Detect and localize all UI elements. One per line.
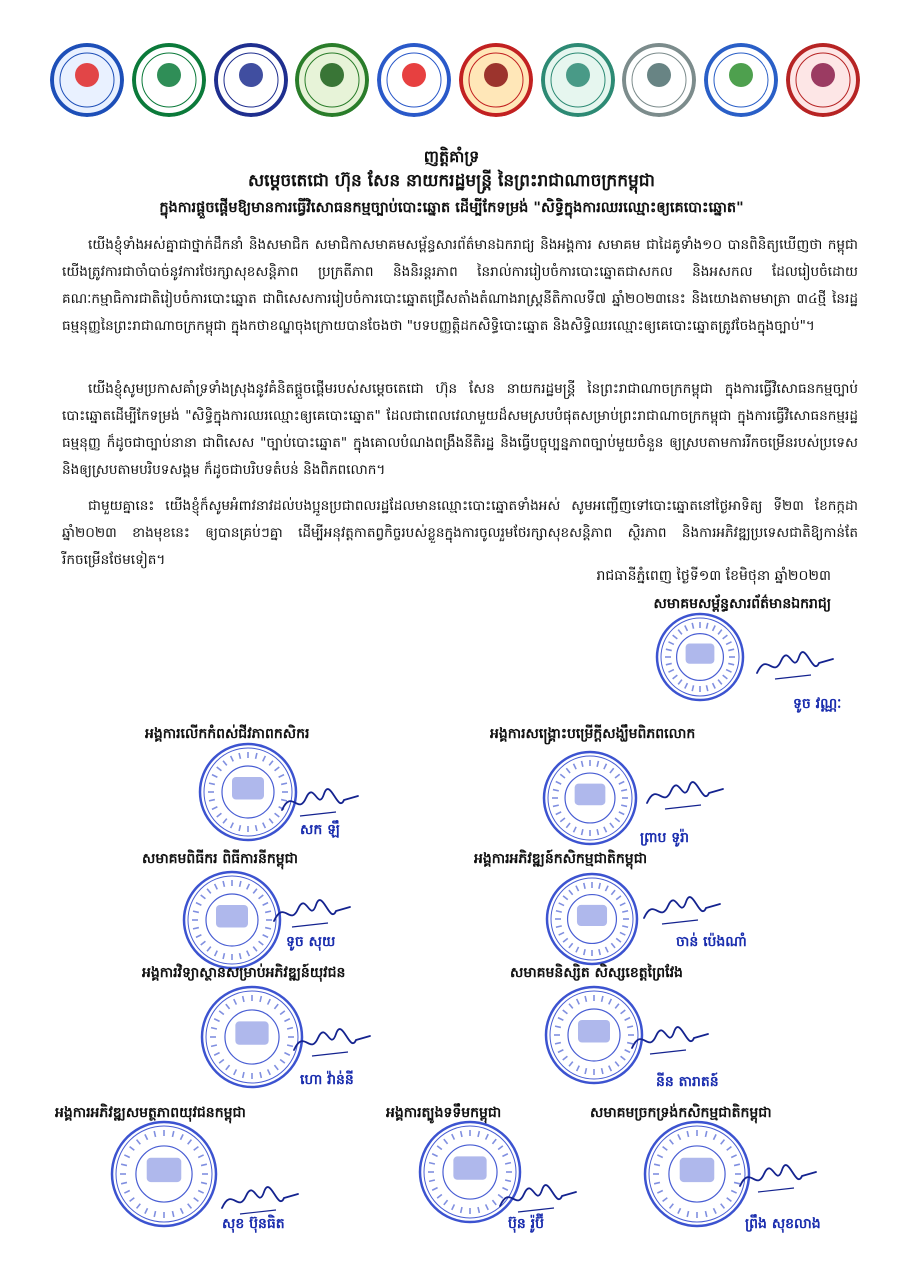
handwritten-signature <box>292 1022 372 1066</box>
signatory-name: ហោ វ៉ាន់នី <box>300 1072 354 1088</box>
signatory-org: សមាគមពិធីករ ពិធីការនីកម្ពុជា <box>142 851 298 867</box>
signatory-name: ប៊ុន រ៉ូប៊ី <box>508 1216 544 1232</box>
official-stamp <box>643 1120 751 1228</box>
paragraph-1-text: យើងខ្ញុំទាំងអស់គ្នាជាថ្នាក់ដឹកនាំ និងសមាជិក សមាជិកាសមាគមសម្ព័ន្ធសារព័ត៌មានឯករាជ្យ និងអង្គការ សមាគម ជាដៃគូទាំង១០ បានពិនិត្យឃើញថា កម្ពុជាយើងត្រូវការជាចាំបាច់នូវការថែរក្សាសុខសន្តិភាព ប្រក្រតីភាព និងនិរន្តរភាព នៃរាល់ការរៀបចំការបោះឆ្នោតជាសកល និងអសកល ដែលរៀបចំដោយគណៈកម្មាធិការជាតិរៀបចំការបោះឆ្នោត ជាពិសេសការរៀបចំការបោះឆ្នោតជ្រើសតាំងតំណាងរាស្ត្រនីតិកាលទី៧ ឆ្នាំ២០២៣នេះ និងយោងតាមមាត្រា ៣៤ថ្មី នៃរដ្ឋធម្មនុញ្ញនៃព្រះរាជាណាចក្រកម្ពុជា ក្នុងកថាខណ្ឌចុងក្រោយបានចែងថា "បទបញ្ញត្តិដកសិទ្ធិបោះឆ្នោត និងសិទ្ធិឈរឈ្មោះឲ្យគេបោះឆ្នោតត្រូវចែងក្នុងច្បាប់"។ <box>62 237 858 334</box>
handwritten-signature <box>645 775 725 819</box>
signatory-name: ទូច វណ្ណៈ <box>793 696 842 712</box>
paragraph-1 <box>62 232 858 340</box>
signatory-name: ចាន់ ប៉េងណាំ <box>676 934 747 950</box>
signatory-name: នីន តារាតន៍ <box>656 1074 719 1090</box>
signatory-name: ព្រាប ទូរ៉ា <box>640 830 690 846</box>
signatory-name: ព្រឹង សុខលាង <box>745 1216 821 1232</box>
signatory-org: អង្គការត្បូងទទឹមកម្ពុជា <box>386 1105 502 1121</box>
daycc-logo <box>704 43 778 117</box>
signatory-org: សមាគមនិស្សិត សិស្សខេត្តព្រៃវែង <box>510 965 683 981</box>
official-stamp <box>545 872 639 966</box>
signatory-name: សក ឡឹ <box>300 822 340 838</box>
cpa-logo <box>214 43 288 117</box>
partner-logos-row <box>50 36 860 124</box>
paragraph-3-text: ជាមួយគ្នានេះ យើងខ្ញុំក៏សូមអំពាវនាវដល់បងប្អូនប្រជាពលរដ្ឋដែលមានឈ្មោះបោះឆ្នោតទាំងអស់ សូមអញ្ជើញទៅបោះឆ្នោតនៅថ្ងៃអាទិត្យ ទី២៣ ខែកក្កដា ឆ្នាំ២០២៣ ខាងមុខនេះ ឲ្យបានគ្រប់ៗគ្នា ដើម្បីអនុវត្តកាតព្វកិច្ចរបស់ខ្លួនក្នុងការចូលរួមថែរក្សាសុខសន្តិភាព ស្ថិរភាព និងការអភិវឌ្ឍប្រទេសជាតិឱ្យកាន់តែរីកចម្រើនថែមទៀត។ <box>62 498 858 568</box>
cnad-logo <box>295 43 369 117</box>
signatory-org: អង្គការលើកកំពស់ជីវភាពកសិករ <box>145 726 310 742</box>
handwritten-signature <box>642 890 722 934</box>
official-stamp <box>544 985 644 1085</box>
official-stamp <box>182 870 282 970</box>
issuer-org: សមាគមសម្ព័ន្ធសារព័ត៌មានឯករាជ្យ <box>653 596 831 612</box>
date-line: រាជធានីភ្នំពេញ ថ្ងៃទី១៣ ខែមិថុនា ឆ្នាំ២០២៣ <box>596 568 831 584</box>
handwritten-signature <box>272 893 352 937</box>
signatory-org: អង្គការអភិវឌ្ឍន៍កសិកម្មជាតិកម្ពុជា <box>474 851 648 867</box>
signatory-org: អង្គការវិទ្យាស្ថានសម្រាប់អភិវឌ្ឍន៍យុវជន <box>142 965 346 981</box>
paragraph-2 <box>62 376 858 484</box>
paragraph-3 <box>62 493 858 574</box>
teachers-logo <box>459 43 533 117</box>
signatory-name: ទូច សុយ <box>286 934 336 950</box>
official-stamp <box>542 750 638 846</box>
handwritten-signature <box>738 1158 818 1202</box>
flia-logo <box>132 43 206 117</box>
handwritten-signature <box>630 1020 710 1064</box>
document-title: ញត្តិគាំទ្រ <box>423 147 480 166</box>
official-stamp <box>200 985 304 1089</box>
signatory-org: អង្គការសង្គ្រោះបម្រើក្តីសង្ឃឹមពិភពលោក <box>490 726 696 742</box>
paragraph-2-text: យើងខ្ញុំសូមប្រកាសគាំទ្រទាំងស្រុងនូវគំនិតផ្តួចផ្តើមរបស់សម្តេចតេជោ ហ៊ុន សែន នាយករដ្ឋមន្ត្រី នៃព្រះរាជាណាចក្រកម្ពុជា ក្នុងការធ្វើវិសោធនកម្មច្បាប់បោះឆ្នោតដើម្បីកែទម្រង់ "សិទ្ធិក្នុងការឈរឈ្មោះឲ្យគេបោះឆ្នោត" ដែលជាពេលវេលាមួយដ៏សមស្របបំផុតសម្រាប់ព្រះរាជាណាចក្រកម្ពុជា ក្នុងការធ្វើវិសោធនកម្មរដ្ឋធម្មនុញ្ញ ក៏ដូចជាច្បាប់នានា ជាពិសេស "ច្បាប់បោះឆ្នោត" ក្នុងគោលបំណងពង្រឹងនីតិរដ្ឋ និងធ្វើបច្ចុប្បន្នភាពច្បាប់មួយចំនួន ឲ្យស្របតាមការរីកចម្រើនរបស់ប្រទេស និងឲ្យស្របតាមបរិបទសង្គម ក៏ដូចជាបរិបទតំបន់ និងពិភពលោក។ <box>62 381 858 478</box>
world-hope-logo <box>622 43 696 117</box>
official-stamp <box>110 1120 218 1228</box>
ipa-logo <box>50 43 124 117</box>
document-subtitle: សម្តេចតេជោ ហ៊ុន សែន នាយករដ្ឋមន្ត្រី នៃព្រះរាជាណាចក្រកម្ពុជា <box>247 171 655 191</box>
signatory-name: សុខ ប៊ុនធិត <box>222 1216 285 1232</box>
official-stamp <box>655 612 745 702</box>
cro-logo <box>786 43 860 117</box>
cnasa-logo <box>541 43 615 117</box>
ryd-logo <box>377 43 451 117</box>
signatory-org: សមាគមច្រកទ្រង់កសិកម្មជាតិកម្ពុជា <box>590 1105 772 1121</box>
handwritten-signature <box>755 645 835 689</box>
signatory-org: អង្គការអភិវឌ្ឍសមត្ថភាពយុវជនកម្ពុជា <box>55 1105 246 1121</box>
document-purpose: ក្នុងការផ្តួចផ្តើមឱ្យមានការធ្វើវិសោធនកម្មច្បាប់បោះឆ្នោត ដើម្បីកែទម្រង់ "សិទ្ធិក្នុងការឈរឈ្មោះឲ្យគេបោះឆ្នោត" <box>159 200 744 216</box>
